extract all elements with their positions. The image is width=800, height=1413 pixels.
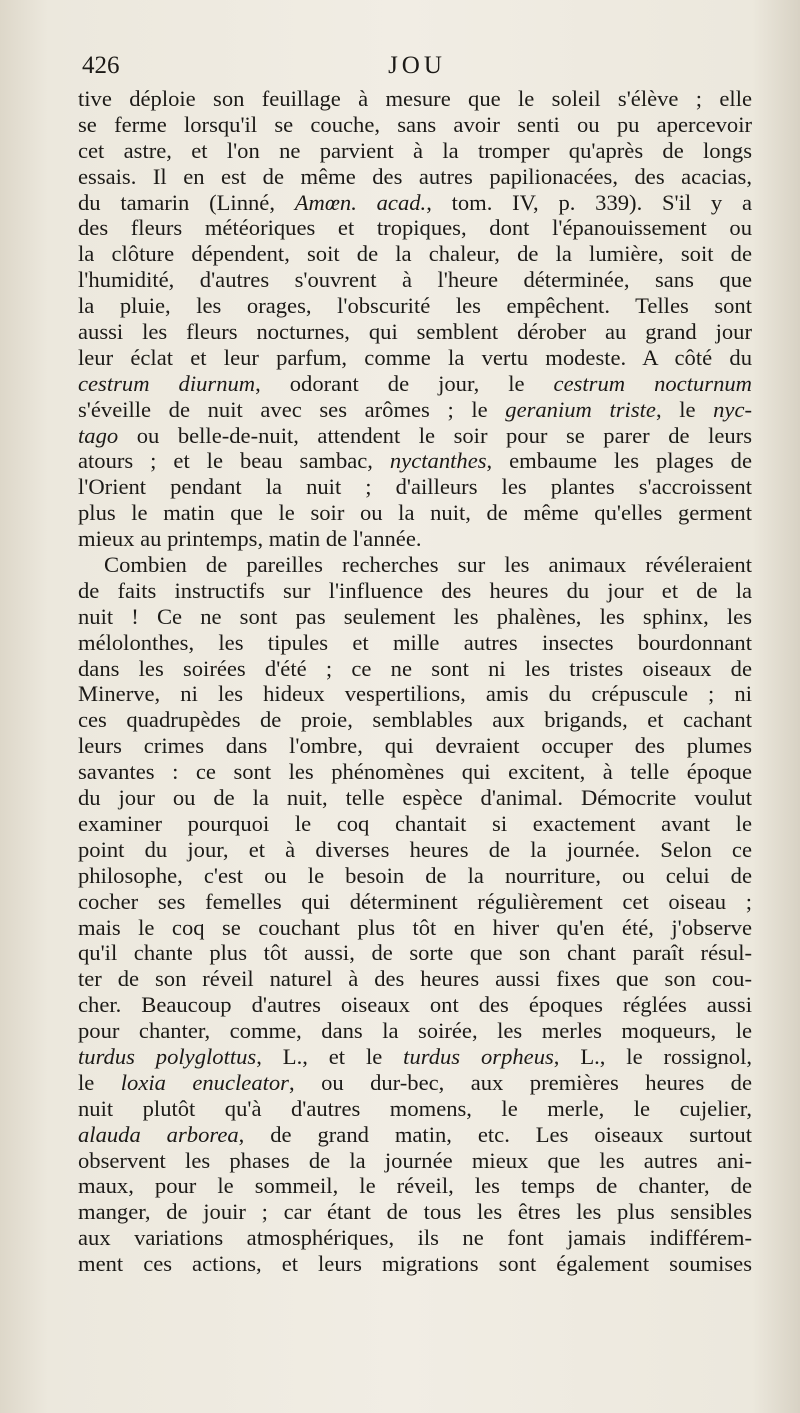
- text-line: cocher ses femelles qui déterminent régulièrement cet oiseau ;: [78, 888, 752, 914]
- text-line: mieux au printemps, matin de l'année.: [78, 526, 422, 552]
- text-line: point du jour, et à diverses heures de la journée. Selon ce: [78, 836, 752, 862]
- text-line: nuit ! Ce ne sont pas seulement les phalènes, les sphinx, les: [78, 603, 752, 629]
- text-line: la clôture dépendent, soit de la chaleur, de la lumière, soit de: [78, 241, 752, 267]
- text-line: leurs crimes dans l'ombre, qui devraient occuper des plumes: [78, 733, 752, 759]
- text-line: Combien de pareilles recherches sur les animaux révéleraient: [104, 552, 752, 578]
- text-line: se ferme lorsqu'il se couche, sans avoir senti ou pu apercevoir: [78, 111, 752, 137]
- text-line: cet astre, et l'on ne parvient à la tromper qu'après de longs: [78, 137, 752, 163]
- text-line: qu'il chante plus tôt aussi, de sorte que son chant paraît résul-: [78, 940, 752, 966]
- body-text: [78, 86, 752, 1277]
- text-line: mais le coq se couchant plus tôt en hiver qu'en été, j'observe: [78, 914, 752, 940]
- text-line: alauda arborea, de grand matin, etc. Les oiseaux surtout: [78, 1121, 752, 1147]
- page-header: [82, 52, 752, 84]
- text-line: du tamarin (Linné, Amœn. acad., tom. IV, p. 339). S'il y a: [78, 189, 752, 215]
- text-line: dans les soirées d'été ; ce ne sont ni les tristes oiseaux de: [78, 655, 752, 681]
- text-line: philosophe, c'est ou le besoin de la nourriture, ou celui de: [78, 862, 752, 888]
- text-line: l'Orient pendant la nuit ; d'ailleurs les plantes s'accroissent: [78, 474, 752, 500]
- text-line: observent les phases de la journée mieux que les autres ani-: [78, 1147, 752, 1173]
- text-line: cher. Beaucoup d'autres oiseaux ont des époques réglées aussi: [78, 992, 752, 1018]
- text-line: maux, pour le sommeil, le réveil, les temps de chanter, de: [78, 1173, 752, 1199]
- text-line: de faits instructifs sur l'influence des heures du jour et de la: [78, 577, 752, 603]
- text-line: leur éclat et leur parfum, comme la vertu modeste. A côté du: [78, 344, 752, 370]
- text-line: ment ces actions, et leurs migrations sont également soumises: [78, 1251, 752, 1277]
- text-line: manger, de jouir ; car étant de tous les êtres les plus sensibles: [78, 1199, 752, 1225]
- text-line: du jour ou de la nuit, telle espèce d'animal. Démocrite voulut: [78, 785, 752, 811]
- page-number: 426: [82, 52, 120, 79]
- text-line: plus le matin que le soir ou la nuit, de même qu'elles germent: [78, 500, 752, 526]
- text-line: mélolonthes, les tipules et mille autres insectes bourdonnant: [78, 629, 752, 655]
- text-line: essais. Il en est de même des autres papilionacées, des acacias,: [78, 163, 752, 189]
- text-line: ces quadrupèdes de proie, semblables aux brigands, et cachant: [78, 707, 752, 733]
- text-line: aux variations atmosphériques, ils ne font jamais indifférem-: [78, 1225, 752, 1251]
- text-line: aussi les fleurs nocturnes, qui semblent dérober au grand jour: [78, 319, 752, 345]
- text-line: nuit plutôt qu'à d'autres momens, le merle, le cujelier,: [78, 1095, 752, 1121]
- text-line: pour chanter, comme, dans la soirée, les merles moqueurs, le: [78, 1018, 752, 1044]
- text-line: s'éveille de nuit avec ses arômes ; le geranium triste, le nyc-: [78, 396, 752, 422]
- text-line: Minerve, ni les hideux vespertilions, amis du crépuscule ; ni: [78, 681, 752, 707]
- text-line: tago ou belle-de-nuit, attendent le soir pour se parer de leurs: [78, 422, 752, 448]
- text-line: tive déploie son feuillage à mesure que le soleil s'élève ; elle: [78, 86, 752, 111]
- text-line: des fleurs météoriques et tropiques, dont l'épanouissement ou: [78, 215, 752, 241]
- text-line: examiner pourquoi le coq chantait si exactement avant le: [78, 810, 752, 836]
- text-line: cestrum diurnum, odorant de jour, le cestrum nocturnum: [78, 370, 752, 396]
- text-line: le loxia enucleator, ou dur-bec, aux premières heures de: [78, 1069, 752, 1095]
- text-line: turdus polyglottus, L., et le turdus orpheus, L., le rossignol,: [78, 1043, 752, 1069]
- text-line: l'humidité, d'autres s'ouvrent à l'heure déterminée, sans que: [78, 267, 752, 293]
- text-line: atours ; et le beau sambac, nyctanthes, embaume les plages de: [78, 448, 752, 474]
- running-head: JOU: [388, 52, 446, 79]
- text-line: ter de son réveil naturel à des heures aussi fixes que son cou-: [78, 966, 752, 992]
- text-line: savantes : ce sont les phénomènes qui excitent, à telle époque: [78, 759, 752, 785]
- text-line: la pluie, les orages, l'obscurité les empêchent. Telles sont: [78, 293, 752, 319]
